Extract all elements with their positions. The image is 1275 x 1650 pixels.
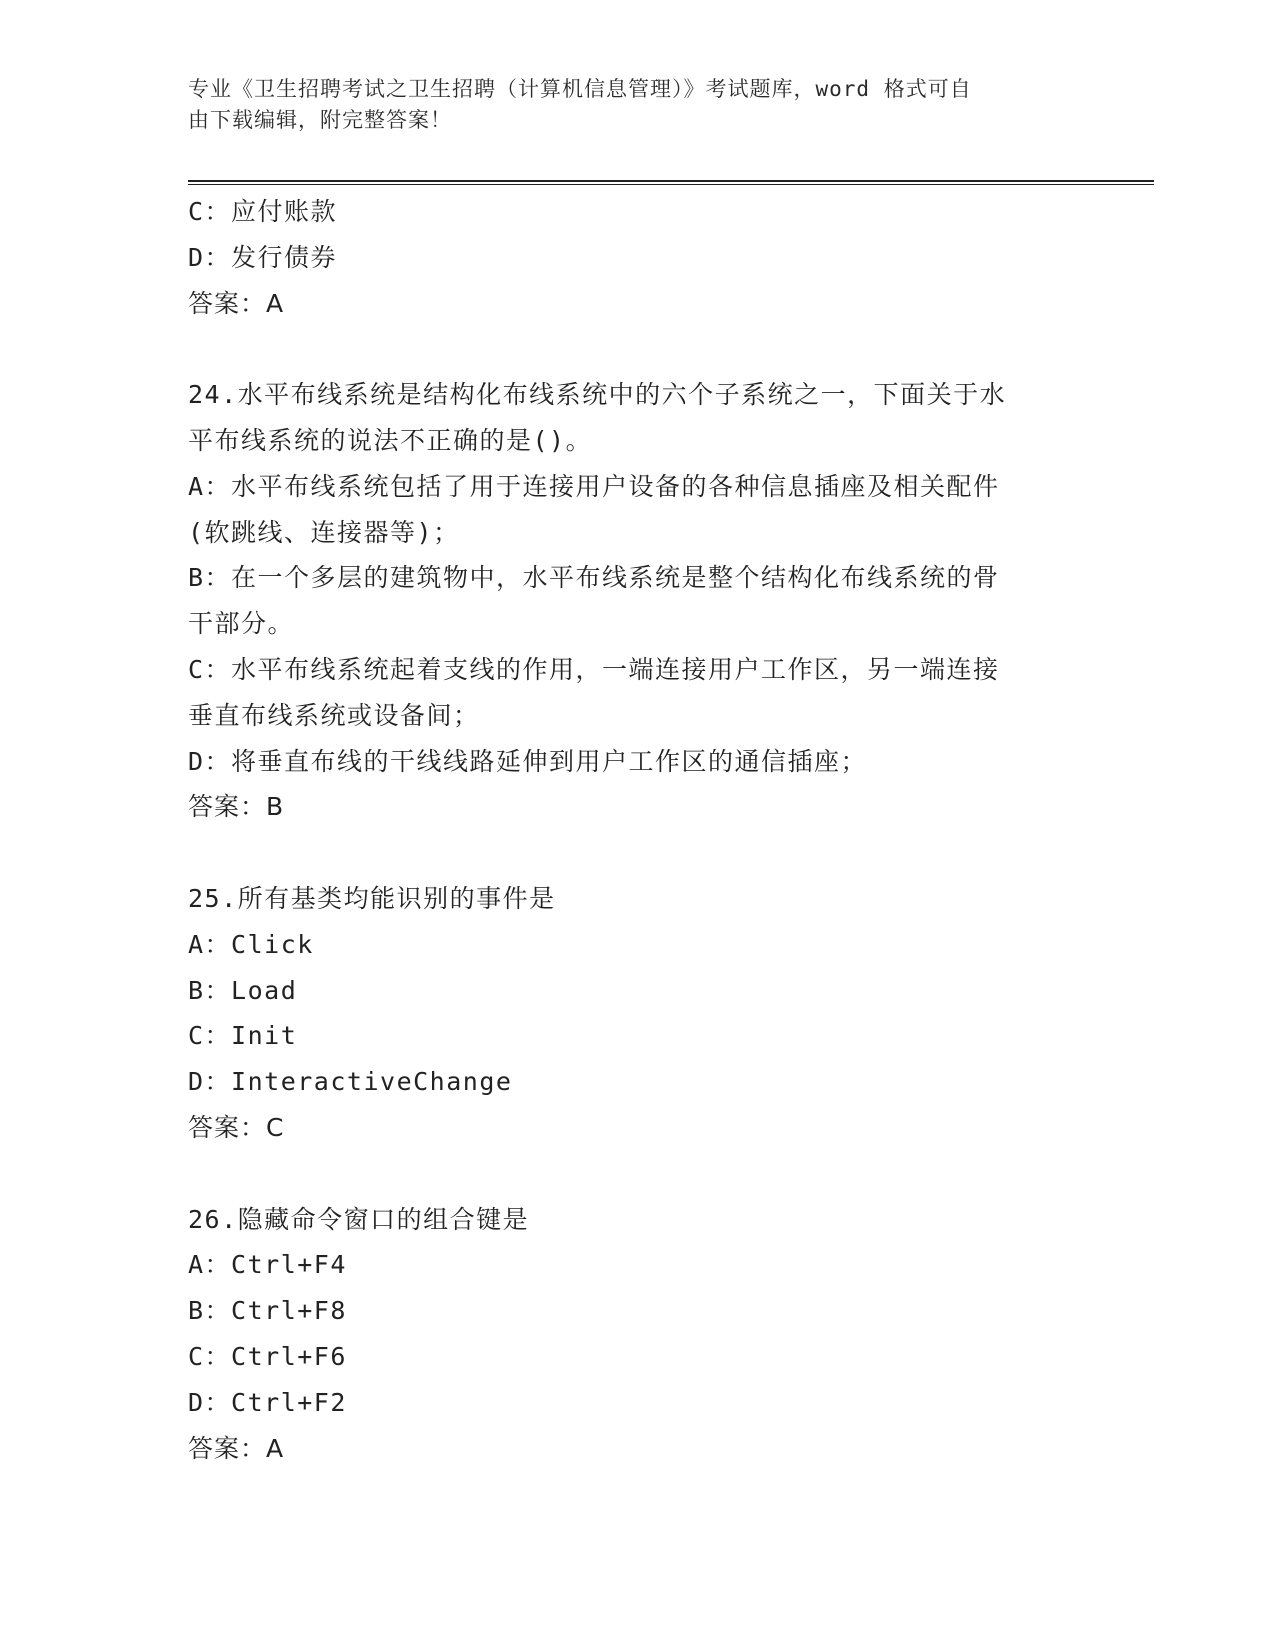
option-c: 垂直布线系统或设备间； [188,700,480,730]
header-line-1: 专业《卫生招聘考试之卫生招聘（计算机信息管理）》考试题库，word 格式可自 [188,77,972,101]
answer-line: 答案：A [188,1433,285,1463]
question-spacer [188,830,1088,876]
question-stem: 25.所有基类均能识别的事件是 [188,883,556,913]
answer-line: 答案：A [188,288,285,318]
question-spacer [188,326,1088,372]
option-a: A：Ctrl+F4 [188,1250,347,1280]
option-c: C：应付账款 [188,197,338,226]
option-c: C：水平布线系统起着支线的作用，一端连接用户工作区，另一端连接 [188,654,1000,684]
document-header [188,74,1068,136]
question-stem: 24.水平布线系统是结构化布线系统中的六个子系统之一，下面关于水 [188,380,1007,410]
option-b: 干部分。 [188,609,295,639]
option-d: D：InteractiveChange [188,1067,513,1097]
question-spacer [188,1151,1088,1197]
header-divider-thin [188,184,1154,185]
question-stem: 平布线系统的说法不正确的是()。 [188,425,593,455]
option-a: A：水平布线系统包括了用于连接用户设备的各种信息插座及相关配件 [188,471,1000,501]
option-b: B：Load [188,975,298,1005]
previous-question-fragment [188,189,1088,326]
header-divider-thick [188,180,1154,182]
question-list [188,189,1088,1471]
option-a: (软跳线、连接器等)； [188,517,460,547]
option-c: C：Init [188,1021,298,1051]
question-25 [188,876,1088,1151]
option-d: D：发行债券 [188,242,338,272]
question-24 [188,372,1088,830]
answer-line: 答案：C [188,1112,285,1142]
question-stem: 26.隐藏命令窗口的组合键是 [188,1204,530,1234]
option-b: B：Ctrl+F8 [188,1296,347,1326]
option-d: D：将垂直布线的干线线路延伸到用户工作区的通信插座； [188,746,868,776]
option-c: C：Ctrl+F6 [188,1341,347,1371]
option-b: B：在一个多层的建筑物中，水平布线系统是整个结构化布线系统的骨 [188,563,1000,593]
answer-line: 答案：B [188,792,285,822]
header-line-2: 由下载编辑，附完整答案！ [188,108,452,132]
option-a: A：Click [188,929,314,959]
question-26 [188,1197,1088,1472]
option-d: D：Ctrl+F2 [188,1387,347,1417]
